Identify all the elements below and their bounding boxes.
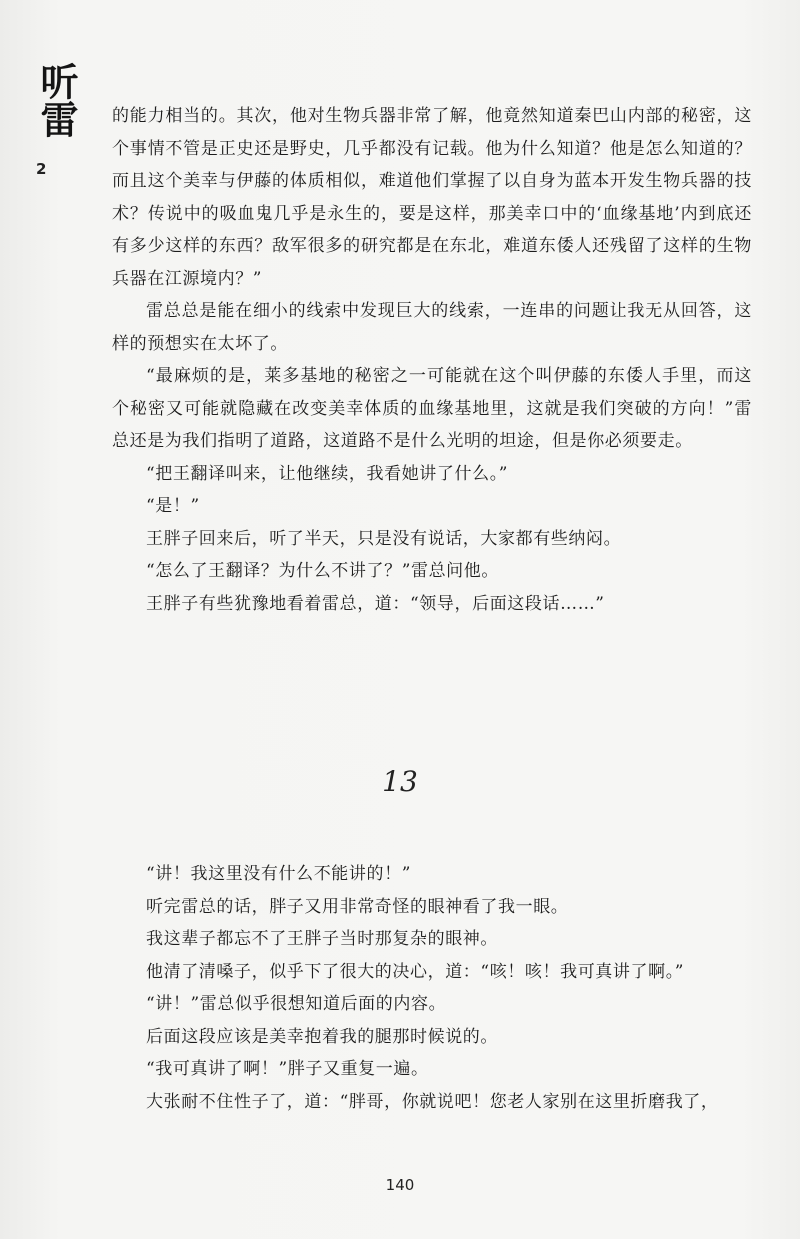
text-block-top xyxy=(112,100,752,620)
paragraph: 的能力相当的。其次，他对生物兵器非常了解，他竟然知道秦巴山内部的秘密，这个事情不管是正史还是野史，几乎都没有记载。他为什么知道？他是怎么知道的？而且这个美幸与伊藤的体质相似，难道他们掌握了以自身为蓝本开发生物兵器的技术？传说中的吸血鬼几乎是永生的，要是这样，那美幸口中的‘血缘基地’内到底还有多少这样的东西？敌军很多的研究都是在东北，难道东倭人还残留了这样的生物兵器在江源境内？” xyxy=(112,106,752,289)
paragraph: 王胖子回来后，听了半天，只是没有说话，大家都有些纳闷。 xyxy=(146,528,622,549)
paragraph: 大张耐不住性子了，道：“胖哥，你就说吧！您老人家别在这里折磨我了， xyxy=(146,1091,719,1112)
paragraph: “我可真讲了啊！”胖子又重复一遍。 xyxy=(146,1059,429,1079)
paragraph: 王胖子有些犹豫地看着雷总，道：“领导，后面这段话……” xyxy=(146,593,605,614)
paragraph: “讲！我这里没有什么不能讲的！” xyxy=(146,864,411,884)
paragraph: 后面这段应该是美幸抱着我的腿那时候说的。 xyxy=(146,1026,498,1047)
paragraph: “怎么了王翻译？为什么不讲了？”雷总问他。 xyxy=(146,561,499,581)
book-title: 听雷 xyxy=(34,62,78,138)
paragraph: “最麻烦的是，莱多基地的秘密之一可能就在这个叫伊藤的东倭人手里，而这个秘密又可能就隐藏在改变美幸体质的血缘基地里，这就是我们突破的方向！”雷总还是为我们指明了道路，这道路不是什么光明的坦途，但是你必须要走。 xyxy=(112,366,752,451)
volume-number: 2 xyxy=(36,160,47,178)
paragraph: 听完雷总的话，胖子又用非常奇怪的眼神看了我一眼。 xyxy=(146,896,569,917)
paragraph: 雷总总是能在细小的线索中发现巨大的线索，一连串的问题让我无从回答，这样的预想实在太坏了。 xyxy=(112,301,752,354)
paragraph: “把王翻译叫来，让他继续，我看她讲了什么。” xyxy=(146,463,509,484)
text-block-bottom xyxy=(112,858,752,1118)
paragraph: “讲！”雷总似乎很想知道后面的内容。 xyxy=(146,994,447,1014)
paragraph: 他清了清嗓子，似乎下了很大的决心，道：“咳！咳！我可真讲了啊。” xyxy=(146,961,685,982)
paragraph: “是！” xyxy=(146,496,200,516)
chapter-number: 13 xyxy=(382,765,418,798)
paragraph: 我这辈子都忘不了王胖子当时那复杂的眼神。 xyxy=(146,929,498,949)
page-number: 140 xyxy=(385,1176,415,1194)
